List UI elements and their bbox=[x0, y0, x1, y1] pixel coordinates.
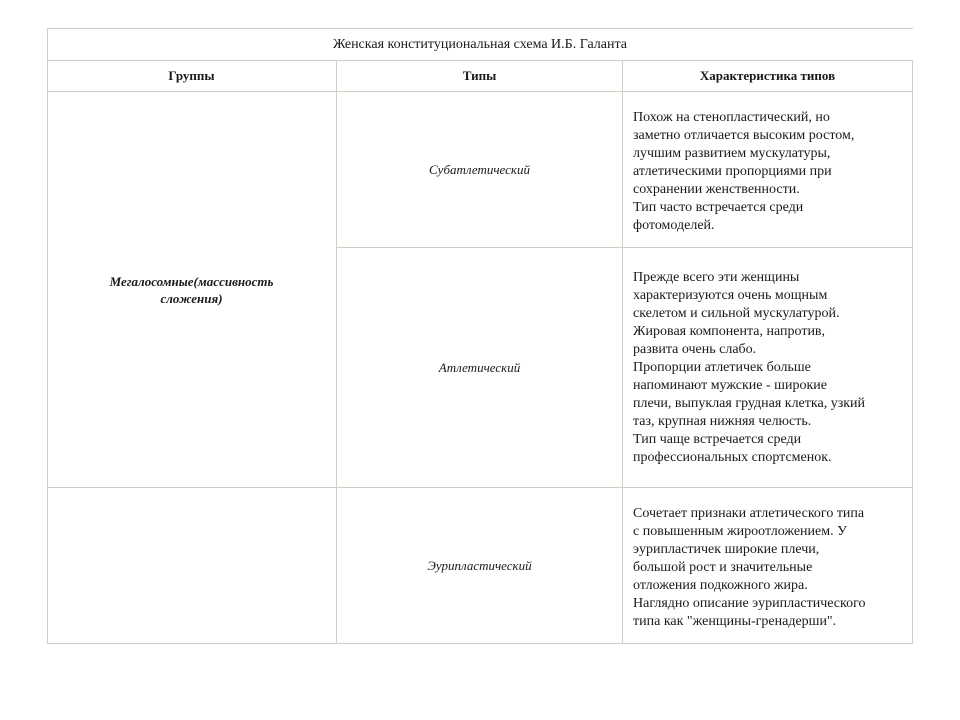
table-border-right bbox=[912, 60, 913, 644]
description-line: Жировая компонента, напротив, bbox=[633, 324, 826, 339]
description-line: Сочетает признаки атлетического типа bbox=[633, 506, 865, 521]
description-cell-athletic bbox=[623, 248, 912, 487]
description-line: таз, крупная нижняя челюсть. bbox=[633, 414, 812, 429]
description-line: отложения подкожного жира. bbox=[633, 578, 808, 593]
description-line: напоминают мужские - широкие bbox=[633, 378, 827, 393]
description-line: лучшим развитием мускулатуры, bbox=[633, 146, 831, 161]
description-line: Тип чаще встречается среди bbox=[633, 432, 802, 447]
description-line: с повышенным жироотложением. У bbox=[633, 524, 848, 539]
description-line: Похож на стенопластический, но bbox=[633, 110, 830, 125]
description-line: заметно отличается высоким ростом, bbox=[633, 128, 855, 143]
description-line: профессиональных спортсменок. bbox=[633, 450, 832, 465]
type-cell-athletic: Атлетический bbox=[438, 359, 521, 375]
type-cell-euryplastic: Эурипластический bbox=[427, 557, 532, 573]
description-line: Пропорции атлетичек больше bbox=[633, 360, 811, 375]
group-cell-megalosomic: Мегалосомные(массивность сложения) bbox=[109, 273, 274, 306]
description-line: характеризуются очень мощным bbox=[633, 288, 828, 303]
description-line: атлетическими пропорциями при bbox=[633, 164, 832, 179]
galant-table bbox=[47, 28, 913, 644]
type-cell-subathletic: Субатлетический bbox=[429, 161, 530, 177]
header-characteristics: Характеристика типов bbox=[699, 68, 836, 83]
description-line: фотомоделей. bbox=[633, 218, 715, 233]
description-line: типа как "женщины-гренадерши". bbox=[633, 614, 837, 629]
description-line: эурипластичек широкие плечи, bbox=[633, 542, 820, 557]
description-cell-subathletic bbox=[623, 92, 912, 247]
description-line: развита очень слабо. bbox=[633, 342, 757, 357]
description-line: плечи, выпуклая грудная клетка, узкий bbox=[633, 396, 866, 411]
description-line: Прежде всего эти женщины bbox=[633, 270, 800, 285]
description-line: Тип часто встречается среди bbox=[633, 200, 804, 215]
description-line: большой рост и значительные bbox=[633, 560, 813, 575]
description-line: Наглядно описание эурипластического bbox=[633, 596, 866, 611]
header-groups: Группы bbox=[168, 68, 215, 83]
table-title: Женская конституциональная схема И.Б. Галанта bbox=[333, 36, 627, 52]
description-line: скелетом и сильной мускулатурой. bbox=[633, 306, 840, 321]
header-types: Типы bbox=[462, 68, 497, 83]
description-line: сохранении женственности. bbox=[633, 182, 800, 197]
group-cell-empty bbox=[47, 488, 336, 643]
table-border-bottom bbox=[47, 643, 913, 644]
description-cell-euryplastic bbox=[623, 488, 912, 643]
